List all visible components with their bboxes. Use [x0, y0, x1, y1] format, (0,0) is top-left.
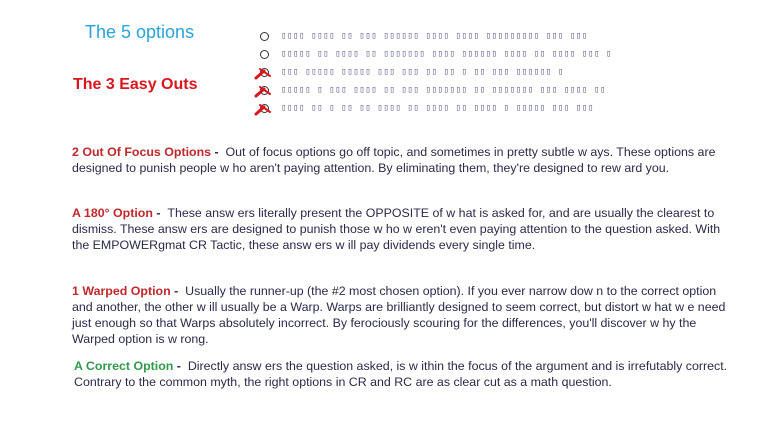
out-of-focus-term: 2 Out Of Focus Options [72, 145, 212, 159]
term-separator: - [173, 359, 188, 373]
option-text-3: ▯▯▯ ▯▯▯▯▯ ▯▯▯▯▯ ▯▯▯ ▯▯▯ ▯▯ ▯▯ ▯ ▯▯ ▯▯▯ ▯▯▯▯▯▯ ▯ [281, 67, 564, 77]
term-separator: - [211, 145, 226, 159]
warped-body: Usually the runner-up (the #2 most chosen option). If you ever narrow dow n to the correct option and another, the other w ill usually be a Warp. Warps are brilliantly designed to seem correct, but distort w hat w e need just enough so that Warps absolutely incorrect. By ferociously scouring for the differences, you'll discover w hy the Warped option is w rong. [72, 284, 726, 346]
three-easy-outs-heading: The 3 Easy Outs [73, 76, 198, 93]
circle-outline-icon [260, 32, 269, 41]
term-separator: - [152, 206, 168, 220]
option-row-4 [258, 81, 758, 99]
option-row-3 [258, 63, 758, 81]
correct-paragraph [74, 358, 734, 390]
option-text-2: ▯▯▯▯▯ ▯▯ ▯▯▯▯ ▯▯ ▯▯▯▯▯▯▯ ▯▯▯▯ ▯▯▯▯▯▯ ▯▯▯▯ ▯▯ ▯▯▯▯ ▯▯▯ ▯ [281, 49, 613, 59]
option-list [258, 27, 758, 117]
red-slash-cross-icon [254, 100, 274, 116]
red-slash-cross-icon [254, 82, 274, 98]
option-row-2 [258, 45, 758, 63]
correct-term: A Correct Option [74, 359, 174, 373]
warped-term: 1 Warped Option [72, 284, 171, 298]
option-text-4: ▯▯▯▯▯ ▯ ▯▯▯ ▯▯▯▯ ▯▯ ▯▯▯ ▯▯▯▯▯▯▯ ▯▯ ▯▯▯▯▯▯▯ ▯▯▯ ▯▯▯▯ ▯▯ [281, 85, 606, 95]
one-eighty-paragraph [72, 205, 732, 253]
option-row-5 [258, 99, 758, 117]
option-row-1 [258, 27, 758, 45]
five-options-heading: The 5 options [85, 22, 195, 42]
one-eighty-body: These answ ers literally present the OPPOSITE of w hat is asked for, and are usually the clearest to dismiss. These answ ers are designed to punish those w ho w eren't even paying attention to the question asked. With the EMPOWERgmat CR Tactic, these answ ers w ill pay dividends every single time. [72, 206, 721, 252]
one-eighty-term: A 180° Option [72, 206, 153, 220]
circle-outline-icon [260, 50, 269, 59]
out-of-focus-body: Out of focus options go off topic, and sometimes in pretty subtle w ays. These options are designed to punish people w ho aren't paying attention. By eliminating them, they're designed to rew ard you. [72, 145, 716, 175]
option-text-5: ▯▯▯▯ ▯▯ ▯ ▯▯ ▯▯ ▯▯▯▯ ▯▯ ▯▯▯▯ ▯▯ ▯▯▯▯ ▯ ▯▯▯▯▯ ▯▯▯ ▯▯▯ [281, 103, 594, 113]
out-of-focus-paragraph [72, 144, 732, 176]
term-separator: - [170, 284, 186, 298]
option-text-1: ▯▯▯▯ ▯▯▯▯ ▯▯ ▯▯▯ ▯▯▯▯▯▯ ▯▯▯▯ ▯▯▯▯ ▯▯▯▯▯▯▯▯▯ ▯▯▯ ▯▯▯ [281, 31, 588, 41]
warped-paragraph [72, 283, 732, 347]
correct-body: Directly answ ers the question asked, is w ithin the focus of the argument and is irrefutably correct. Contrary to the common myth, the right options in CR and RC are as clear cut as a math question. [74, 359, 728, 389]
red-slash-cross-icon [254, 64, 274, 80]
